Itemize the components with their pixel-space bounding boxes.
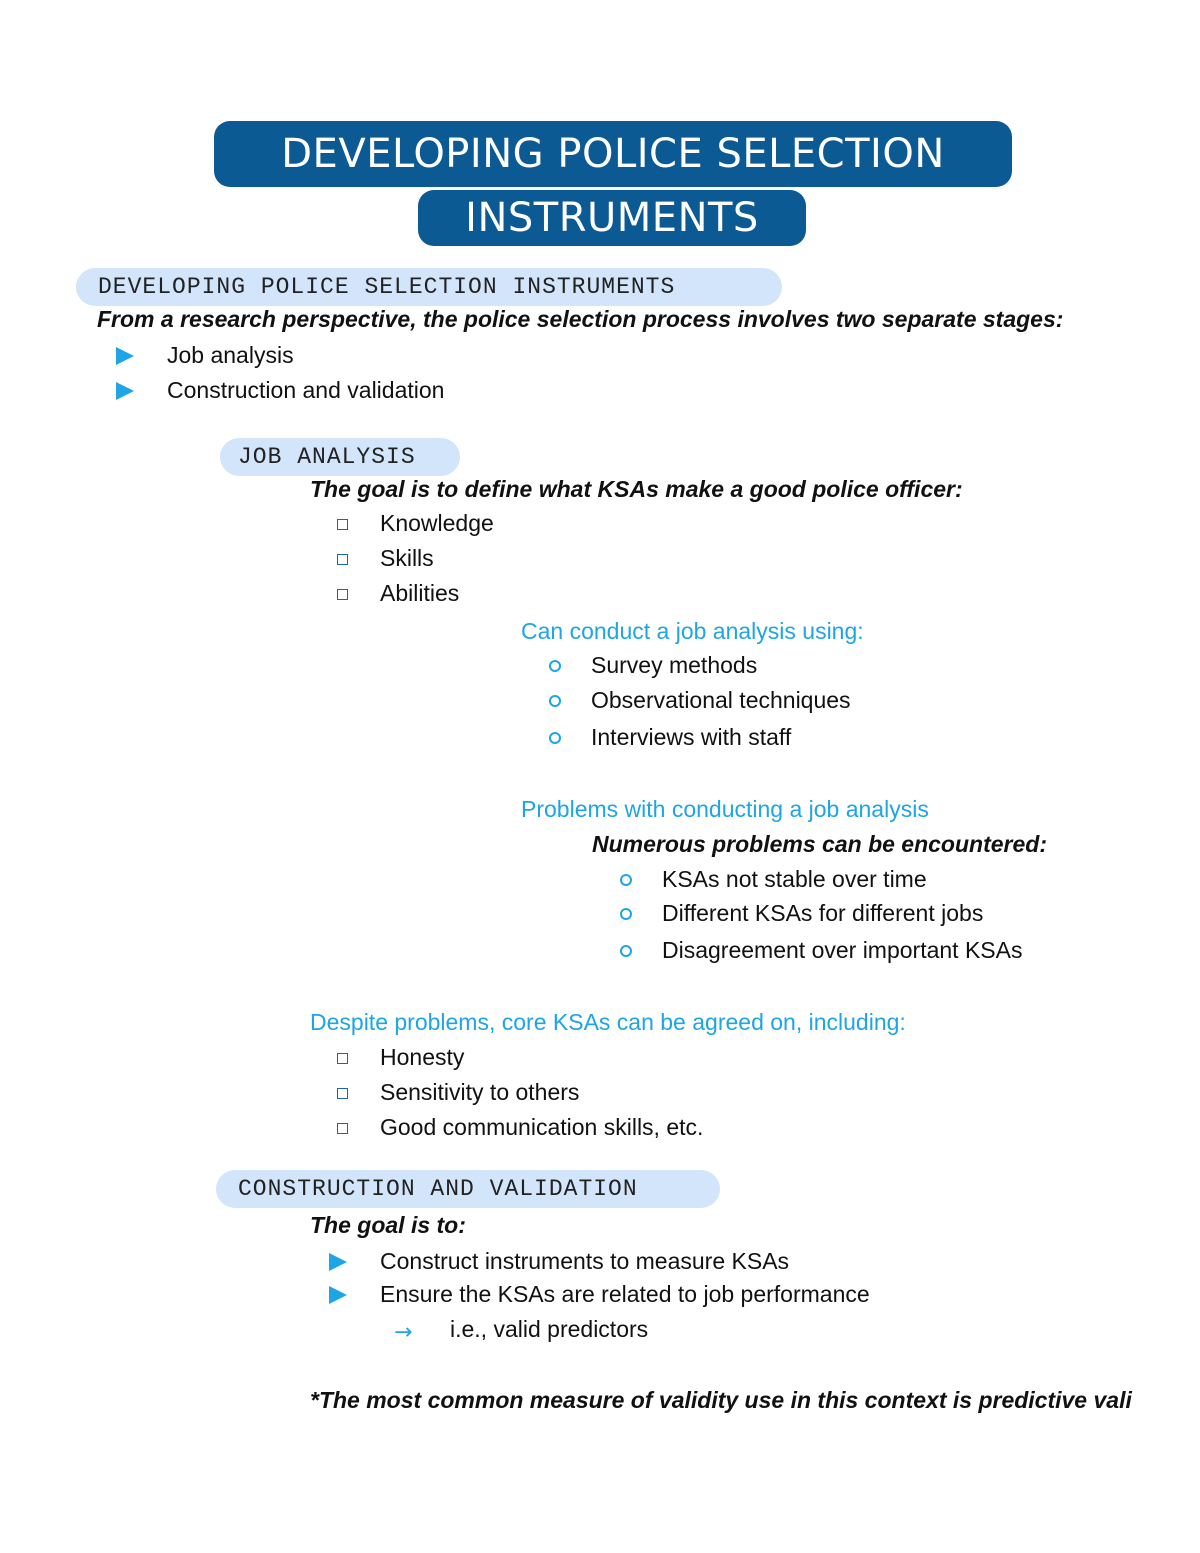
circle-bullet-icon <box>549 695 561 707</box>
list-item: Disagreement over important KSAs <box>662 937 1023 963</box>
square-bullet-icon <box>337 589 348 600</box>
list-item: KSAs not stable over time <box>662 866 927 892</box>
section1-intro: From a research perspective, the police selection process involves two separate stages: <box>97 306 1064 332</box>
list-item: Sensitivity to others <box>380 1079 580 1105</box>
triangle-bullet-icon <box>329 1253 347 1271</box>
arrow-right-icon: → <box>394 1320 413 1345</box>
list-item: Construction and validation <box>167 377 445 403</box>
list-item: Abilities <box>380 580 460 606</box>
list-item: Knowledge <box>380 510 494 536</box>
list-item: Ensure the KSAs are related to job performance <box>380 1281 870 1307</box>
page-title-line-1: DEVELOPING POLICE SELECTION <box>214 121 1012 187</box>
list-item: i.e., valid predictors <box>450 1316 649 1342</box>
list-item: Different KSAs for different jobs <box>662 900 984 926</box>
square-bullet-icon <box>337 1123 348 1134</box>
circle-bullet-icon <box>620 945 632 957</box>
list-item: Skills <box>380 545 434 571</box>
list-item: Good communication skills, etc. <box>380 1114 704 1140</box>
list-item: Observational techniques <box>591 687 851 713</box>
footnote: *The most common measure of validity use in this context is predictive vali <box>310 1387 1132 1413</box>
circle-bullet-icon <box>620 908 632 920</box>
triangle-bullet-icon <box>116 382 134 400</box>
circle-bullet-icon <box>549 732 561 744</box>
section-heading-job-analysis: JOB ANALYSIS <box>220 438 460 476</box>
square-bullet-icon <box>337 1053 348 1064</box>
square-bullet-icon <box>337 519 348 530</box>
problems-intro: Numerous problems can be encountered: <box>592 831 1047 857</box>
construction-goal: The goal is to: <box>310 1212 466 1238</box>
list-item: Job analysis <box>167 342 294 368</box>
square-bullet-icon <box>337 1088 348 1099</box>
section-heading-developing: DEVELOPING POLICE SELECTION INSTRUMENTS <box>76 268 782 306</box>
section-heading-construction: CONSTRUCTION AND VALIDATION <box>216 1170 720 1208</box>
triangle-bullet-icon <box>116 347 134 365</box>
triangle-bullet-icon <box>329 1286 347 1304</box>
list-item: Honesty <box>380 1044 465 1070</box>
problems-heading: Problems with conducting a job analysis <box>521 796 929 822</box>
list-item: Construct instruments to measure KSAs <box>380 1248 790 1274</box>
square-bullet-icon <box>337 554 348 565</box>
job-analysis-goal: The goal is to define what KSAs make a good police officer: <box>310 476 963 502</box>
circle-bullet-icon <box>620 874 632 886</box>
methods-heading: Can conduct a job analysis using: <box>521 618 864 644</box>
circle-bullet-icon <box>549 660 561 672</box>
list-item: Survey methods <box>591 652 758 678</box>
core-ksas-heading: Despite problems, core KSAs can be agreed on, including: <box>310 1009 906 1035</box>
page-title-line-2: INSTRUMENTS <box>418 190 806 246</box>
list-item: Interviews with staff <box>591 724 792 750</box>
